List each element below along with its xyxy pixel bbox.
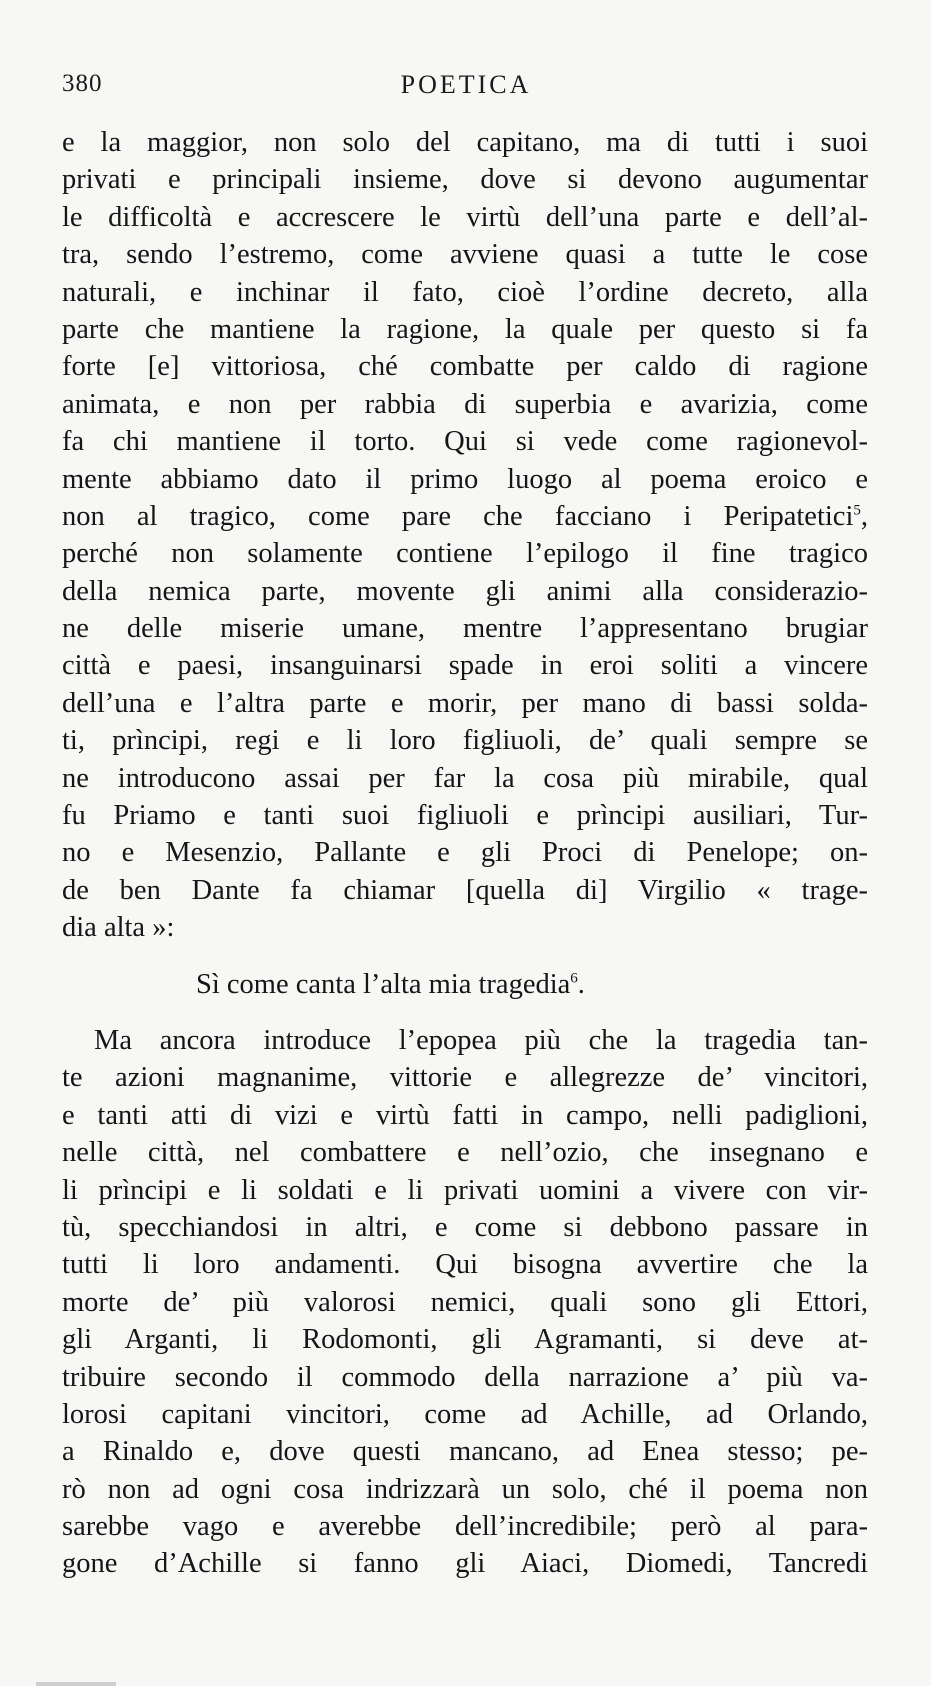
text-line: ti, prìncipi, regi e li loro figliuoli, de’ quali sempre se [62,725,868,757]
text-line: privati e principali insieme, dove si devono augumentar [62,164,868,196]
paragraph-1 [62,124,868,947]
text-line: no e Mesenzio, Pallante e gli Proci di Penelope; on- [62,837,868,869]
text-line: non al tragico, come pare che facciano i Peripatetici [62,500,854,532]
text-line: perché non solamente contiene l’epilogo il fine tragico [62,538,868,570]
text-line: fu Priamo e tanti suoi figliuoli e prìncipi ausiliari, Tur- [62,800,868,832]
text-line: gone d’Achille si fanno gli Aiaci, Diomedi, Tancredi [62,1548,868,1580]
text-line: tra, sendo l’estremo, come avviene quasi a tutte le cose [62,239,868,271]
text-line: ne introducono assai per far la cosa più mirabile, qual [62,762,868,794]
text-line: tù, specchiandosi in altri, e come si debbono passare in [62,1211,868,1243]
text-line: a Rinaldo e, dove questi mancano, ad Enea stesso; pe- [62,1436,868,1468]
text-line: e la maggior, non solo del capitano, ma di tutti i suoi [62,127,868,158]
text-line: sarebbe vago e averebbe dell’incredibile; però al para- [62,1511,868,1543]
scan-edge-mark [36,1682,116,1686]
text-line: tribuire secondo il commodo della narrazione a’ più va- [62,1361,868,1393]
verse-text: Sì come canta l’alta mia tragedia [196,968,571,1000]
punctuation: . [577,968,585,1000]
text-line: morte de’ più valorosi nemici, quali sono gli Ettori, [62,1286,868,1318]
text-line: nelle città, nel combattere e nell’ozio, che insegnano e [62,1137,868,1169]
text-line: de ben Dante fa chiamar [quella di] Virgilio « trage- [62,874,868,906]
text-line: dia alta »: [62,912,175,944]
text-line: ne delle miserie umane, mentre l’appresentano brugiar [62,613,868,645]
text-line: della nemica parte, movente gli animi alla considerazio- [62,575,868,607]
text-line: Ma ancora introduce l’epopea più che la tragedia tan- [94,1024,868,1056]
text-line: rò non ad ogni cosa indrizzarà un solo, ché il poema non [62,1473,868,1505]
footnote-ref: 6 [570,970,578,987]
page-header [62,70,870,104]
text-line-with-footnote [62,498,868,535]
text-line: parte che mantiene la ragione, la quale per questo si fa [62,313,868,345]
page-number: 380 [62,70,103,97]
text-line: dell’una e l’altra parte e morir, per mano di bassi solda- [62,687,868,719]
text-line: te azioni magnanime, vittorie e allegrezze de’ vincitori, [62,1062,868,1094]
text-line: le difficoltà e accrescere le virtù dell’una parte e dell’al- [62,201,868,233]
body-text [62,124,868,1583]
text-line: città e paesi, insanguinarsi spade in eroi soliti a vincere [62,650,868,682]
text-line: e tanti atti di vizi e virtù fatti in campo, nelli padiglioni, [62,1099,868,1131]
text-line: lorosi capitani vincitori, come ad Achille, ad Orlando, [62,1398,868,1430]
punctuation: , [860,500,868,532]
paragraph-2 [62,1022,868,1583]
text-line: forte [e] vittoriosa, ché combatte per caldo di ragione [62,351,868,383]
footnote-ref: 5 [853,502,861,519]
text-line: naturali, e inchinar il fato, cioè l’ordine decreto, alla [62,276,868,308]
text-line: fa chi mantiene il torto. Qui si vede come ragionevol- [62,426,868,458]
verse-quotation [62,966,868,1003]
running-title: POETICA [400,70,532,99]
text-line: mente abbiamo dato il primo luogo al poema eroico e [62,463,868,495]
text-line: animata, e non per rabbia di superbia e avarizia, come [62,388,868,420]
text-line: li prìncipi e li soldati e li privati uomini a vivere con vir- [62,1174,868,1206]
text-line: gli Arganti, li Rodomonti, gli Agramanti, si deve at- [62,1324,868,1356]
text-line: tutti li loro andamenti. Qui bisogna avvertire che la [62,1249,868,1281]
